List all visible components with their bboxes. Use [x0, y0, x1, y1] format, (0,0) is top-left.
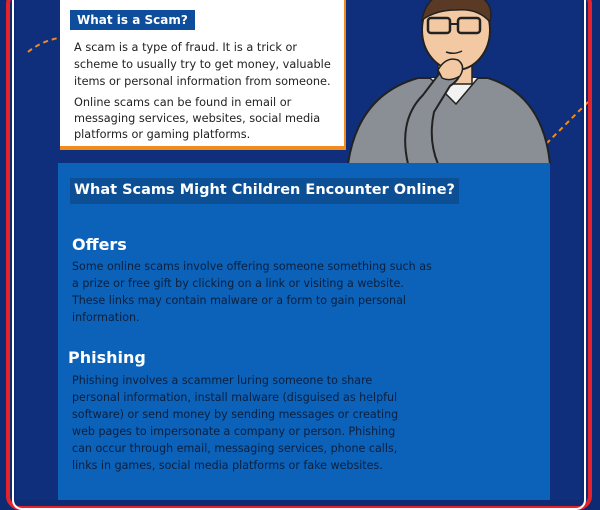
scams-info-card	[58, 163, 550, 500]
intro-paragraph-2: Online scams can be found in email or messaging services, websites, social media platforms or gaming platforms.	[74, 96, 321, 141]
section-title-offers: Offers	[72, 235, 127, 254]
main-heading: What Scams Might Children Encounter Online?	[70, 178, 459, 204]
intro-paragraph-1: A scam is a type of fraud. It is a trick or scheme to usually try to get money, valuable items or personal information from someone.	[74, 41, 331, 88]
section-body-phishing: Phishing involves a scammer luring someone to share personal information, install malware (disguised as helpful software) or send money by sending messages or creating web pages to impersonate a company or person. Phishing can occur through email, messaging services, phone calls, links in games, social media platforms or fake websites.	[72, 374, 399, 472]
section-title-phishing: Phishing	[68, 348, 146, 367]
thinking-man-illustration	[338, 0, 558, 164]
intro-title: What is a Scam?	[70, 10, 195, 30]
section-body-offers: Some online scams involve offering someone something such as a prize or free gift by clicking on a link or visiting a website. These links may contain malware or a form to gain personal information.	[72, 260, 432, 324]
intro-card	[60, 0, 346, 150]
